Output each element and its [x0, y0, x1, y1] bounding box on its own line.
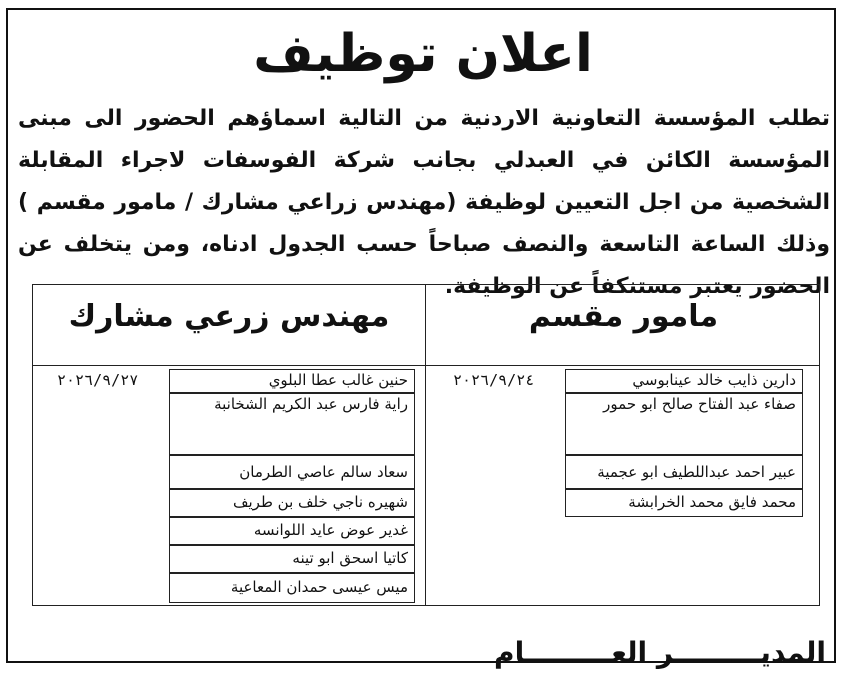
announcement-intro: تطلب المؤسسة التعاونية الاردنية من التالية اسماؤهم الحضور الى مبنى المؤسسة الكائن في العبدلي بجانب شركة الفوسفات لاجراء المقابلة الشخصية من اجل التعيين لوظيفة (مهندس زراعي مشارك / مامور مقسم ) وذلك الساعة التاسعة والنصف صباحاً حسب الجدول ادناه، ومن يتخلف عن الحضور يعتبر مستنكفاً عن الوظيفة. — [18, 106, 830, 299]
signature-director-general: المديـــــــــر العـــــــــام — [494, 636, 826, 669]
table-row: صفاء عبد الفتاح صالح ابو حمور — [565, 393, 803, 455]
table-row: راية فارس عبد الكريم الشخانبة — [169, 393, 415, 455]
table-row: محمد فايق محمد الخرابشة — [565, 489, 803, 517]
header-agricultural-engineer: مهندس زرعي مشارك — [68, 299, 390, 334]
header-switchboard-operator: مامور مقسم — [528, 299, 719, 334]
schedule-table — [32, 284, 820, 606]
table-row: دارين ذايب خالد عينابوسي — [565, 369, 803, 393]
date-switchboard-operator: ٢٠٢٦/٩/٢٤ — [453, 371, 535, 389]
table-row: شهيره ناجي خلف بن طريف — [169, 489, 415, 517]
table-row: حنين غالب عطا البلوي — [169, 369, 415, 393]
table-header-divider — [33, 365, 819, 366]
date-agricultural-engineer: ٢٠٢٦/٩/٢٧ — [57, 371, 139, 389]
table-row: كاتيا اسحق ابو تينه — [169, 545, 415, 573]
table-row: عبير احمد عبداللطيف ابو عجمية — [565, 455, 803, 489]
announcement-title: اعلان توظيف — [253, 24, 593, 84]
table-row: غدير عوض عايد اللوانسه — [169, 517, 415, 545]
table-row: ميس عيسى حمدان المعاعية — [169, 573, 415, 603]
table-row: سعاد سالم عاصي الطرمان — [169, 455, 415, 489]
